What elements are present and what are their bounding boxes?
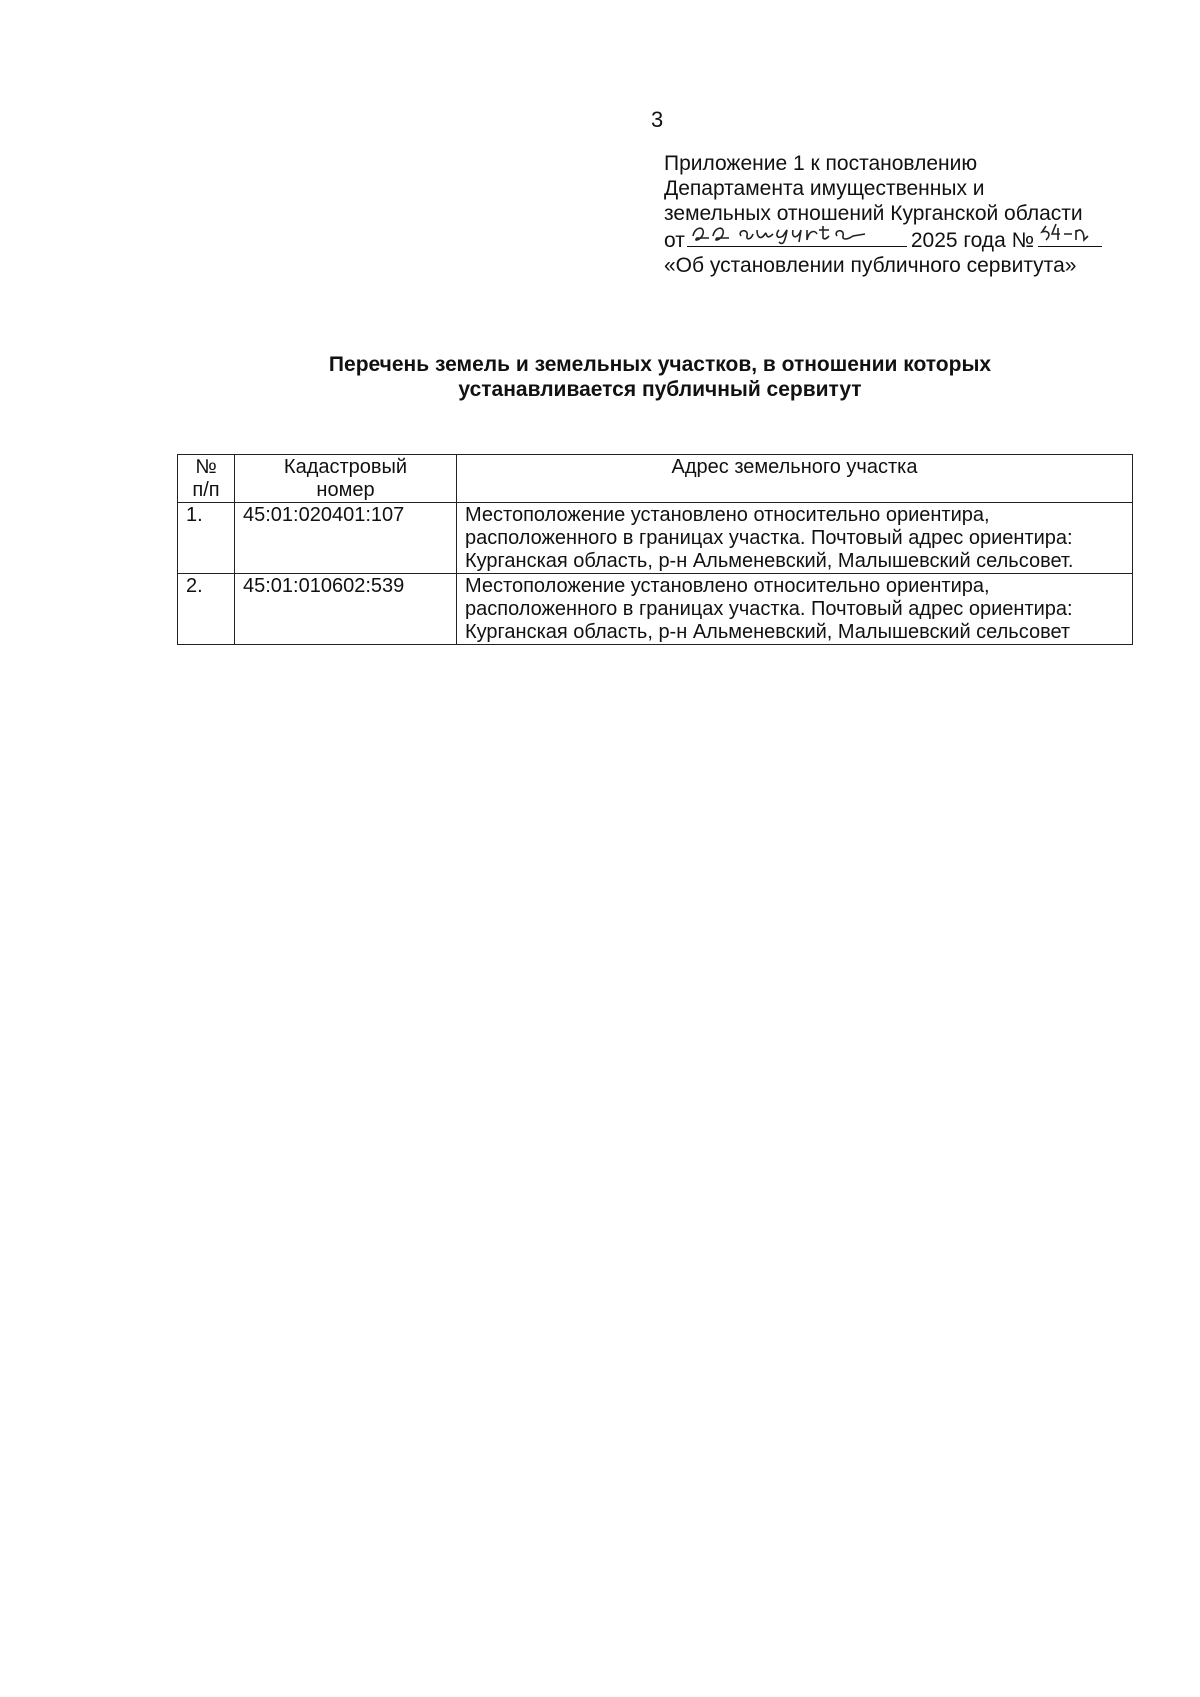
row-address: Местоположение установлено относительно ориентира, расположенного в границах участка. Почтовый адрес ориентира: Курганская область, р-н Альменевский, Малышевский сельсовет <box>457 574 1133 645</box>
appendix-line-1: Приложение 1 к постановлению <box>664 152 978 175</box>
header-number-line-1: № <box>195 456 217 478</box>
header-cadastral-line-1: Кадастровый <box>283 456 408 478</box>
header-cadastral <box>235 455 457 503</box>
header-number-line-2: п/п <box>192 479 220 501</box>
document-title-line-2: устанавливается публичный сервитут <box>458 378 862 401</box>
handwritten-number <box>1038 226 1102 247</box>
table-row <box>178 574 1133 645</box>
table-row <box>178 503 1133 574</box>
parcels-table <box>177 454 1133 645</box>
appendix-line-5: «Об установлении публичного сервитута» <box>664 254 1077 277</box>
table-header-row <box>178 455 1133 503</box>
appendix-line-2: Департамента имущественных и <box>664 177 985 200</box>
document-title <box>0 352 1200 402</box>
row-number: 2. <box>178 574 235 645</box>
date-prefix: от <box>664 229 685 252</box>
appendix-line-3: земельных отношений Курганской области <box>664 202 1083 225</box>
appendix-date-line <box>664 226 1164 253</box>
header-address: Адрес земельного участка <box>457 455 1133 503</box>
row-cadastral: 45:01:020401:107 <box>235 503 457 574</box>
header-cadastral-line-2: номер <box>316 479 375 501</box>
handwritten-date <box>687 226 907 247</box>
document-title-line-1: Перечень земель и земельных участков, в отношении которых <box>328 353 992 376</box>
appendix-block <box>664 151 1164 278</box>
header-number <box>178 455 235 503</box>
row-address: Местоположение установлено относительно ориентира, расположенного в границах участка. Почтовый адрес ориентира: Курганская область, р-н Альменевский, Малышевский сельсовет. <box>457 503 1133 574</box>
year-text: 2025 года № <box>910 229 1035 252</box>
handwritten-number-signature <box>1038 216 1102 246</box>
handwritten-date-signature <box>687 216 907 246</box>
row-number: 1. <box>178 503 235 574</box>
row-cadastral: 45:01:010602:539 <box>235 574 457 645</box>
page-number: 3 <box>651 107 664 132</box>
